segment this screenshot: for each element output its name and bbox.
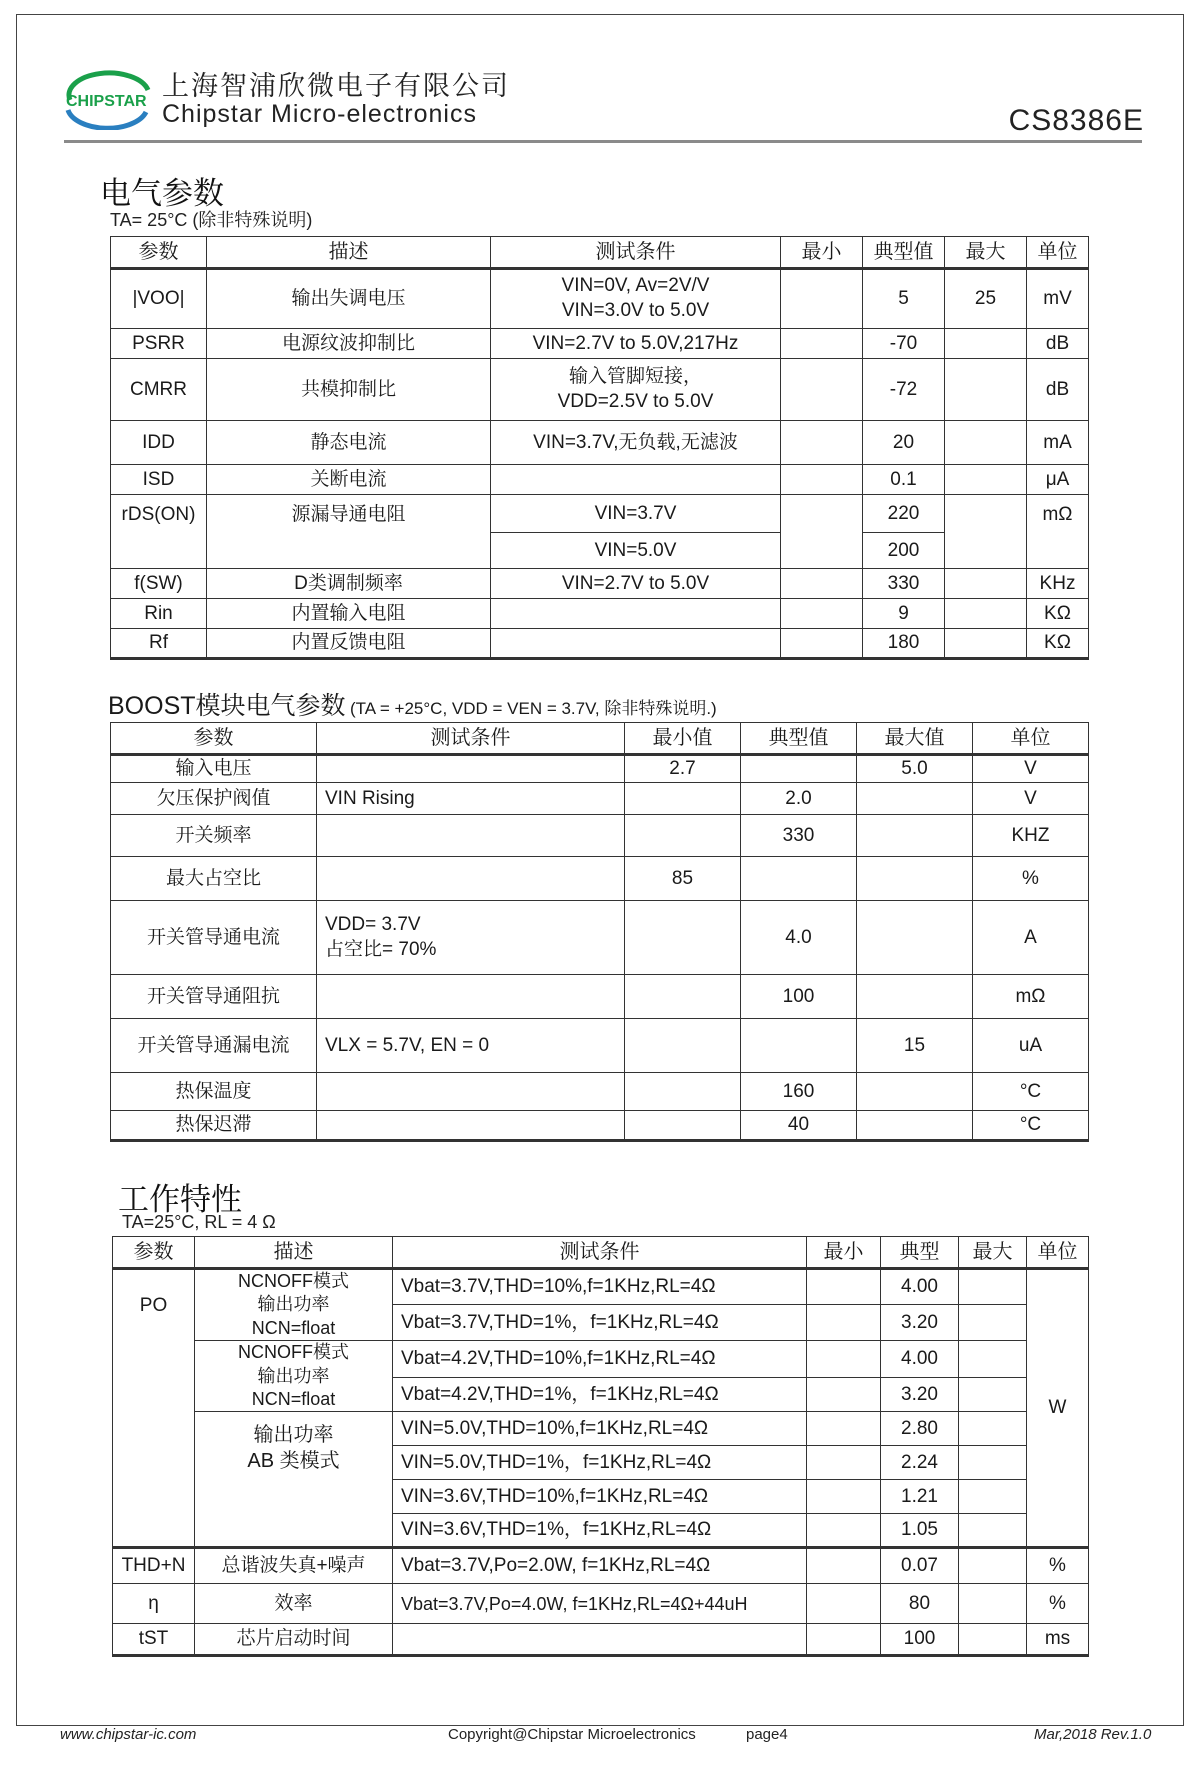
min-cell [625, 901, 741, 975]
param-cell: 开关管导通阻抗 [111, 975, 317, 1019]
desc-line: 输出功率 [257, 1365, 330, 1386]
min-cell [807, 1624, 881, 1656]
typ-cell: 2.24 [881, 1446, 959, 1480]
typ-cell: 3.20 [881, 1377, 959, 1412]
unit-cell: mΩ [1027, 495, 1089, 569]
footer-revision: Mar,2018 Rev.1.0 [1034, 1726, 1152, 1743]
param-cell: rDS(ON) [111, 495, 207, 569]
typ-cell [741, 857, 857, 901]
param-cell: ISD [111, 465, 207, 495]
param-cell: 开关管导通漏电流 [111, 1019, 317, 1073]
typ-cell [741, 755, 857, 783]
typ-cell: 200 [863, 533, 945, 569]
max-cell [959, 1305, 1027, 1341]
min-cell [807, 1446, 881, 1480]
cond-cell [491, 465, 781, 495]
cond-cell [317, 1111, 625, 1141]
typ-cell: 1.21 [881, 1480, 959, 1514]
unit-cell: dB [1027, 329, 1089, 359]
cond-cell: VIN=3.6V,THD=10%,f=1KHz,RL=4Ω [393, 1480, 807, 1514]
min-cell [807, 1305, 881, 1341]
unit-cell: uA [973, 1019, 1089, 1073]
cond-cell [317, 901, 625, 975]
desc-cell: D类调制频率 [207, 569, 491, 599]
cond-cell: VIN=2.7V to 5.0V [491, 569, 781, 599]
max-cell [945, 599, 1027, 629]
cond-cell [317, 975, 625, 1019]
max-cell [857, 1111, 973, 1141]
min-cell: 2.7 [625, 755, 741, 783]
max-cell [857, 901, 973, 975]
cond-line: 输入管脚短接， [568, 365, 702, 387]
header-cell: 典型值 [741, 723, 857, 755]
min-cell [807, 1480, 881, 1514]
min-cell [807, 1412, 881, 1446]
max-cell [857, 1073, 973, 1111]
unit-cell: W [1027, 1269, 1089, 1548]
min-cell [625, 1073, 741, 1111]
min-cell [781, 465, 863, 495]
cond-cell [317, 755, 625, 783]
max-cell [959, 1548, 1027, 1584]
unit-cell: KHz [1027, 569, 1089, 599]
desc-cell [195, 1341, 393, 1412]
max-cell: 5.0 [857, 755, 973, 783]
typ-cell: 3.20 [881, 1305, 959, 1341]
cond-cell: Vbat=3.7V,Po=4.0W, f=1KHz,RL=4Ω+44uH [393, 1584, 807, 1624]
min-cell [807, 1514, 881, 1548]
header-cell: 测试条件 [491, 237, 781, 269]
electrical-params-table [110, 236, 1089, 660]
unit-cell: °C [973, 1111, 1089, 1141]
min-cell [781, 269, 863, 329]
header-cell: 单位 [1027, 237, 1089, 269]
param-cell: 开关管导通电流 [111, 901, 317, 975]
header-cell: 单位 [973, 723, 1089, 755]
desc-line: 输出功率 [253, 1424, 334, 1447]
header-cell: 最小 [781, 237, 863, 269]
unit-cell: μA [1027, 465, 1089, 495]
unit-cell: ms [1027, 1624, 1089, 1656]
section-title-operating: 工作特性 [118, 1182, 242, 1217]
typ-cell: 20 [863, 421, 945, 465]
unit-cell: KΩ [1027, 629, 1089, 659]
desc-cell: 关断电流 [207, 465, 491, 495]
header-cell: 典型值 [863, 237, 945, 269]
header-cell: 参数 [111, 237, 207, 269]
param-cell: tST [113, 1624, 195, 1656]
param-cell: 开关频率 [111, 815, 317, 857]
table-row [111, 1073, 1089, 1111]
max-cell [959, 1480, 1027, 1514]
min-cell [807, 1584, 881, 1624]
table-row [111, 975, 1089, 1019]
desc-cell: 静态电流 [207, 421, 491, 465]
cond-cell [491, 599, 781, 629]
header-cell: 单位 [1027, 1237, 1089, 1269]
desc-cell: 内置反馈电阻 [207, 629, 491, 659]
max-cell [857, 975, 973, 1019]
max-cell [945, 421, 1027, 465]
cond-cell [317, 857, 625, 901]
max-cell [959, 1341, 1027, 1378]
typ-cell: 0.1 [863, 465, 945, 495]
unit-cell: % [973, 857, 1089, 901]
param-cell: 最大占空比 [111, 857, 317, 901]
desc-cell: 电源纹波抑制比 [207, 329, 491, 359]
param-cell: f(SW) [111, 569, 207, 599]
desc-line: NCNOFF模式 [238, 1342, 349, 1363]
min-cell [625, 975, 741, 1019]
min-cell [781, 569, 863, 599]
desc-line: 输出功率 [257, 1294, 330, 1315]
header-cell: 典型 [881, 1237, 959, 1269]
table-row [113, 1584, 1089, 1624]
table-row [111, 755, 1089, 783]
table-row [111, 269, 1089, 329]
header-cell: 最小值 [625, 723, 741, 755]
unit-cell: V [973, 783, 1089, 815]
cond-cell: VIN=5.0V,THD=10%,f=1KHz,RL=4Ω [393, 1412, 807, 1446]
cond-cell: VIN=2.7V to 5.0V,217Hz [491, 329, 781, 359]
param-cell: PO [113, 1269, 195, 1548]
cond-cell: VIN=3.6V,THD=1%，f=1KHz,RL=4Ω [393, 1514, 807, 1548]
min-cell [781, 599, 863, 629]
section-condition-operating: TA=25°C, RL = 4 Ω [122, 1212, 276, 1232]
unit-cell: KHZ [973, 815, 1089, 857]
unit-cell: V [973, 755, 1089, 783]
header-cell: 参数 [113, 1237, 195, 1269]
table-row [113, 1269, 1089, 1305]
min-cell [807, 1548, 881, 1584]
table-row [111, 421, 1089, 465]
desc-line: NCNOFF模式 [238, 1271, 349, 1291]
table-row [111, 329, 1089, 359]
typ-cell: 2.0 [741, 783, 857, 815]
table-row [111, 465, 1089, 495]
footer-page-number: page4 [746, 1726, 788, 1743]
table-row [113, 1624, 1089, 1656]
typ-cell: -72 [863, 359, 945, 421]
typ-cell: 40 [741, 1111, 857, 1141]
max-cell [945, 359, 1027, 421]
section-heading-boost [108, 686, 717, 722]
table-row [111, 901, 1089, 975]
desc-cell: 芯片启动时间 [195, 1624, 393, 1656]
param-cell: |VOO| [111, 269, 207, 329]
typ-cell: 330 [863, 569, 945, 599]
cond-cell: VIN=3.7V,无负载,无滤波 [491, 421, 781, 465]
table-row [111, 1111, 1089, 1141]
max-cell [945, 465, 1027, 495]
table-row [111, 629, 1089, 659]
typ-cell: 80 [881, 1584, 959, 1624]
max-cell [945, 629, 1027, 659]
cond-cell [491, 269, 781, 329]
cond-cell [393, 1624, 807, 1656]
header-cell: 最大值 [857, 723, 973, 755]
max-cell [857, 815, 973, 857]
table-row [111, 359, 1089, 421]
min-cell [625, 1111, 741, 1141]
cond-cell: VIN=5.0V,THD=1%，f=1KHz,RL=4Ω [393, 1446, 807, 1480]
logo-text: CHIPSTAR [66, 93, 147, 110]
max-cell [945, 569, 1027, 599]
typ-cell: 4.00 [881, 1269, 959, 1305]
cond-cell: VIN=3.7V [491, 495, 781, 533]
desc-line: AB 类模式 [247, 1450, 340, 1473]
table-header-row [111, 237, 1089, 269]
table-row [113, 1548, 1089, 1584]
header-divider [64, 140, 1142, 143]
unit-cell: dB [1027, 359, 1089, 421]
header-cell: 最大 [945, 237, 1027, 269]
desc-line: NCN=float [251, 1317, 336, 1338]
typ-cell: 180 [863, 629, 945, 659]
table-header-row [111, 723, 1089, 755]
param-cell: 热保温度 [111, 1073, 317, 1111]
typ-cell: 220 [863, 495, 945, 533]
typ-cell: 100 [741, 975, 857, 1019]
max-cell [945, 329, 1027, 359]
cond-cell: VIN Rising [317, 783, 625, 815]
table-row [111, 569, 1089, 599]
unit-cell: mV [1027, 269, 1089, 329]
cond-cell [491, 629, 781, 659]
typ-cell [741, 1019, 857, 1073]
cond-cell [491, 359, 781, 421]
param-cell: THD+N [113, 1548, 195, 1584]
section-condition-boost: (TA = +25°C, VDD = VEN = 3.7V, 除非特殊说明.) [349, 699, 717, 718]
company-name-cn: 上海智浦欣微电子有限公司 [162, 71, 510, 101]
param-cell: Rf [111, 629, 207, 659]
typ-cell: 4.0 [741, 901, 857, 975]
cond-line: VDD=2.5V to 5.0V [557, 390, 714, 412]
param-cell: IDD [111, 421, 207, 465]
max-cell [857, 857, 973, 901]
max-cell [959, 1624, 1027, 1656]
table-row [113, 1412, 1089, 1446]
desc-cell [195, 1269, 393, 1341]
table-header-row [113, 1237, 1089, 1269]
min-cell [781, 329, 863, 359]
table-row [113, 1341, 1089, 1378]
typ-cell: 2.80 [881, 1412, 959, 1446]
desc-cell: 输出失调电压 [207, 269, 491, 329]
min-cell [781, 421, 863, 465]
section-condition-electrical: TA= 25°C (除非特殊说明) [110, 210, 313, 230]
table-row [111, 495, 1089, 533]
table-row [111, 815, 1089, 857]
min-cell [807, 1377, 881, 1412]
desc-cell: 效率 [195, 1584, 393, 1624]
page-header [64, 60, 1144, 146]
param-cell: Rin [111, 599, 207, 629]
header-cell: 参数 [111, 723, 317, 755]
min-cell [807, 1341, 881, 1378]
header-cell: 测试条件 [393, 1237, 807, 1269]
min-cell: 85 [625, 857, 741, 901]
typ-cell: 9 [863, 599, 945, 629]
header-cell: 最大 [959, 1237, 1027, 1269]
cond-line: VIN=0V, Av=2V/V [561, 275, 710, 297]
max-cell [959, 1412, 1027, 1446]
cond-cell [317, 1073, 625, 1111]
param-cell: 欠压保护阀值 [111, 783, 317, 815]
unit-cell: % [1027, 1548, 1089, 1584]
min-cell [625, 815, 741, 857]
param-cell: 输入电压 [111, 755, 317, 783]
section-title-electrical: 电气参数 [100, 176, 224, 211]
cond-cell: Vbat=3.7V,Po=2.0W, f=1KHz,RL=4Ω [393, 1548, 807, 1584]
max-cell [945, 495, 1027, 569]
footer-website: www.chipstar-ic.com [60, 1726, 197, 1743]
table-row [111, 857, 1089, 901]
max-cell [857, 783, 973, 815]
min-cell [625, 1019, 741, 1073]
max-cell [959, 1269, 1027, 1305]
min-cell [781, 495, 863, 569]
footer-copyright: Copyright@Chipstar Microelectronics [448, 1726, 696, 1743]
min-cell [807, 1269, 881, 1305]
unit-cell: °C [973, 1073, 1089, 1111]
cond-cell [317, 815, 625, 857]
desc-line: NCN=float [251, 1388, 336, 1409]
header-cell: 描述 [207, 237, 491, 269]
typ-cell: 330 [741, 815, 857, 857]
table-row [111, 599, 1089, 629]
typ-cell: 0.07 [881, 1548, 959, 1584]
header-cell: 最小 [807, 1237, 881, 1269]
operating-characteristics-table [112, 1236, 1089, 1657]
cond-cell: Vbat=4.2V,THD=1%，f=1KHz,RL=4Ω [393, 1377, 807, 1412]
cond-cell: VIN=5.0V [491, 533, 781, 569]
cond-line: 占空比= 70% [325, 938, 437, 960]
max-cell: 15 [857, 1019, 973, 1073]
typ-cell: 4.00 [881, 1341, 959, 1378]
header-cell: 描述 [195, 1237, 393, 1269]
part-number: CS8386E [1008, 104, 1144, 137]
cond-cell: Vbat=3.7V,THD=10%,f=1KHz,RL=4Ω [393, 1269, 807, 1305]
cond-line: VIN=3.0V to 5.0V [561, 300, 710, 321]
typ-cell: 160 [741, 1073, 857, 1111]
desc-cell: 内置输入电阻 [207, 599, 491, 629]
param-cell: 热保迟滞 [111, 1111, 317, 1141]
cond-line: VDD= 3.7V [325, 913, 421, 935]
company-name-en: Chipstar Micro-electronics [162, 100, 477, 128]
chipstar-logo [64, 70, 152, 130]
max-cell [959, 1446, 1027, 1480]
max-cell [959, 1514, 1027, 1548]
boost-params-table [110, 722, 1089, 1142]
table-row [111, 783, 1089, 815]
cond-cell: VLX = 5.7V, EN = 0 [317, 1019, 625, 1073]
header-cell: 测试条件 [317, 723, 625, 755]
unit-cell: KΩ [1027, 599, 1089, 629]
typ-cell: 100 [881, 1624, 959, 1656]
max-cell [959, 1377, 1027, 1412]
min-cell [625, 783, 741, 815]
unit-cell: A [973, 901, 1089, 975]
typ-cell: 5 [863, 269, 945, 329]
min-cell [781, 359, 863, 421]
typ-cell: -70 [863, 329, 945, 359]
desc-cell [195, 1412, 393, 1548]
max-cell [959, 1584, 1027, 1624]
cond-cell: Vbat=3.7V,THD=1%，f=1KHz,RL=4Ω [393, 1305, 807, 1341]
desc-cell: 共模抑制比 [207, 359, 491, 421]
param-cell: PSRR [111, 329, 207, 359]
cond-cell: Vbat=4.2V,THD=10%,f=1KHz,RL=4Ω [393, 1341, 807, 1378]
unit-cell: mΩ [973, 975, 1089, 1019]
unit-cell: mA [1027, 421, 1089, 465]
typ-cell: 1.05 [881, 1514, 959, 1548]
param-cell: CMRR [111, 359, 207, 421]
param-cell: η [113, 1584, 195, 1624]
section-title-boost: BOOST模块电气参数 [108, 692, 346, 720]
table-row [111, 1019, 1089, 1073]
desc-cell: 总谐波失真+噪声 [195, 1548, 393, 1584]
min-cell [781, 629, 863, 659]
unit-cell: % [1027, 1584, 1089, 1624]
max-cell: 25 [945, 269, 1027, 329]
desc-cell: 源漏导通电阻 [207, 495, 491, 569]
